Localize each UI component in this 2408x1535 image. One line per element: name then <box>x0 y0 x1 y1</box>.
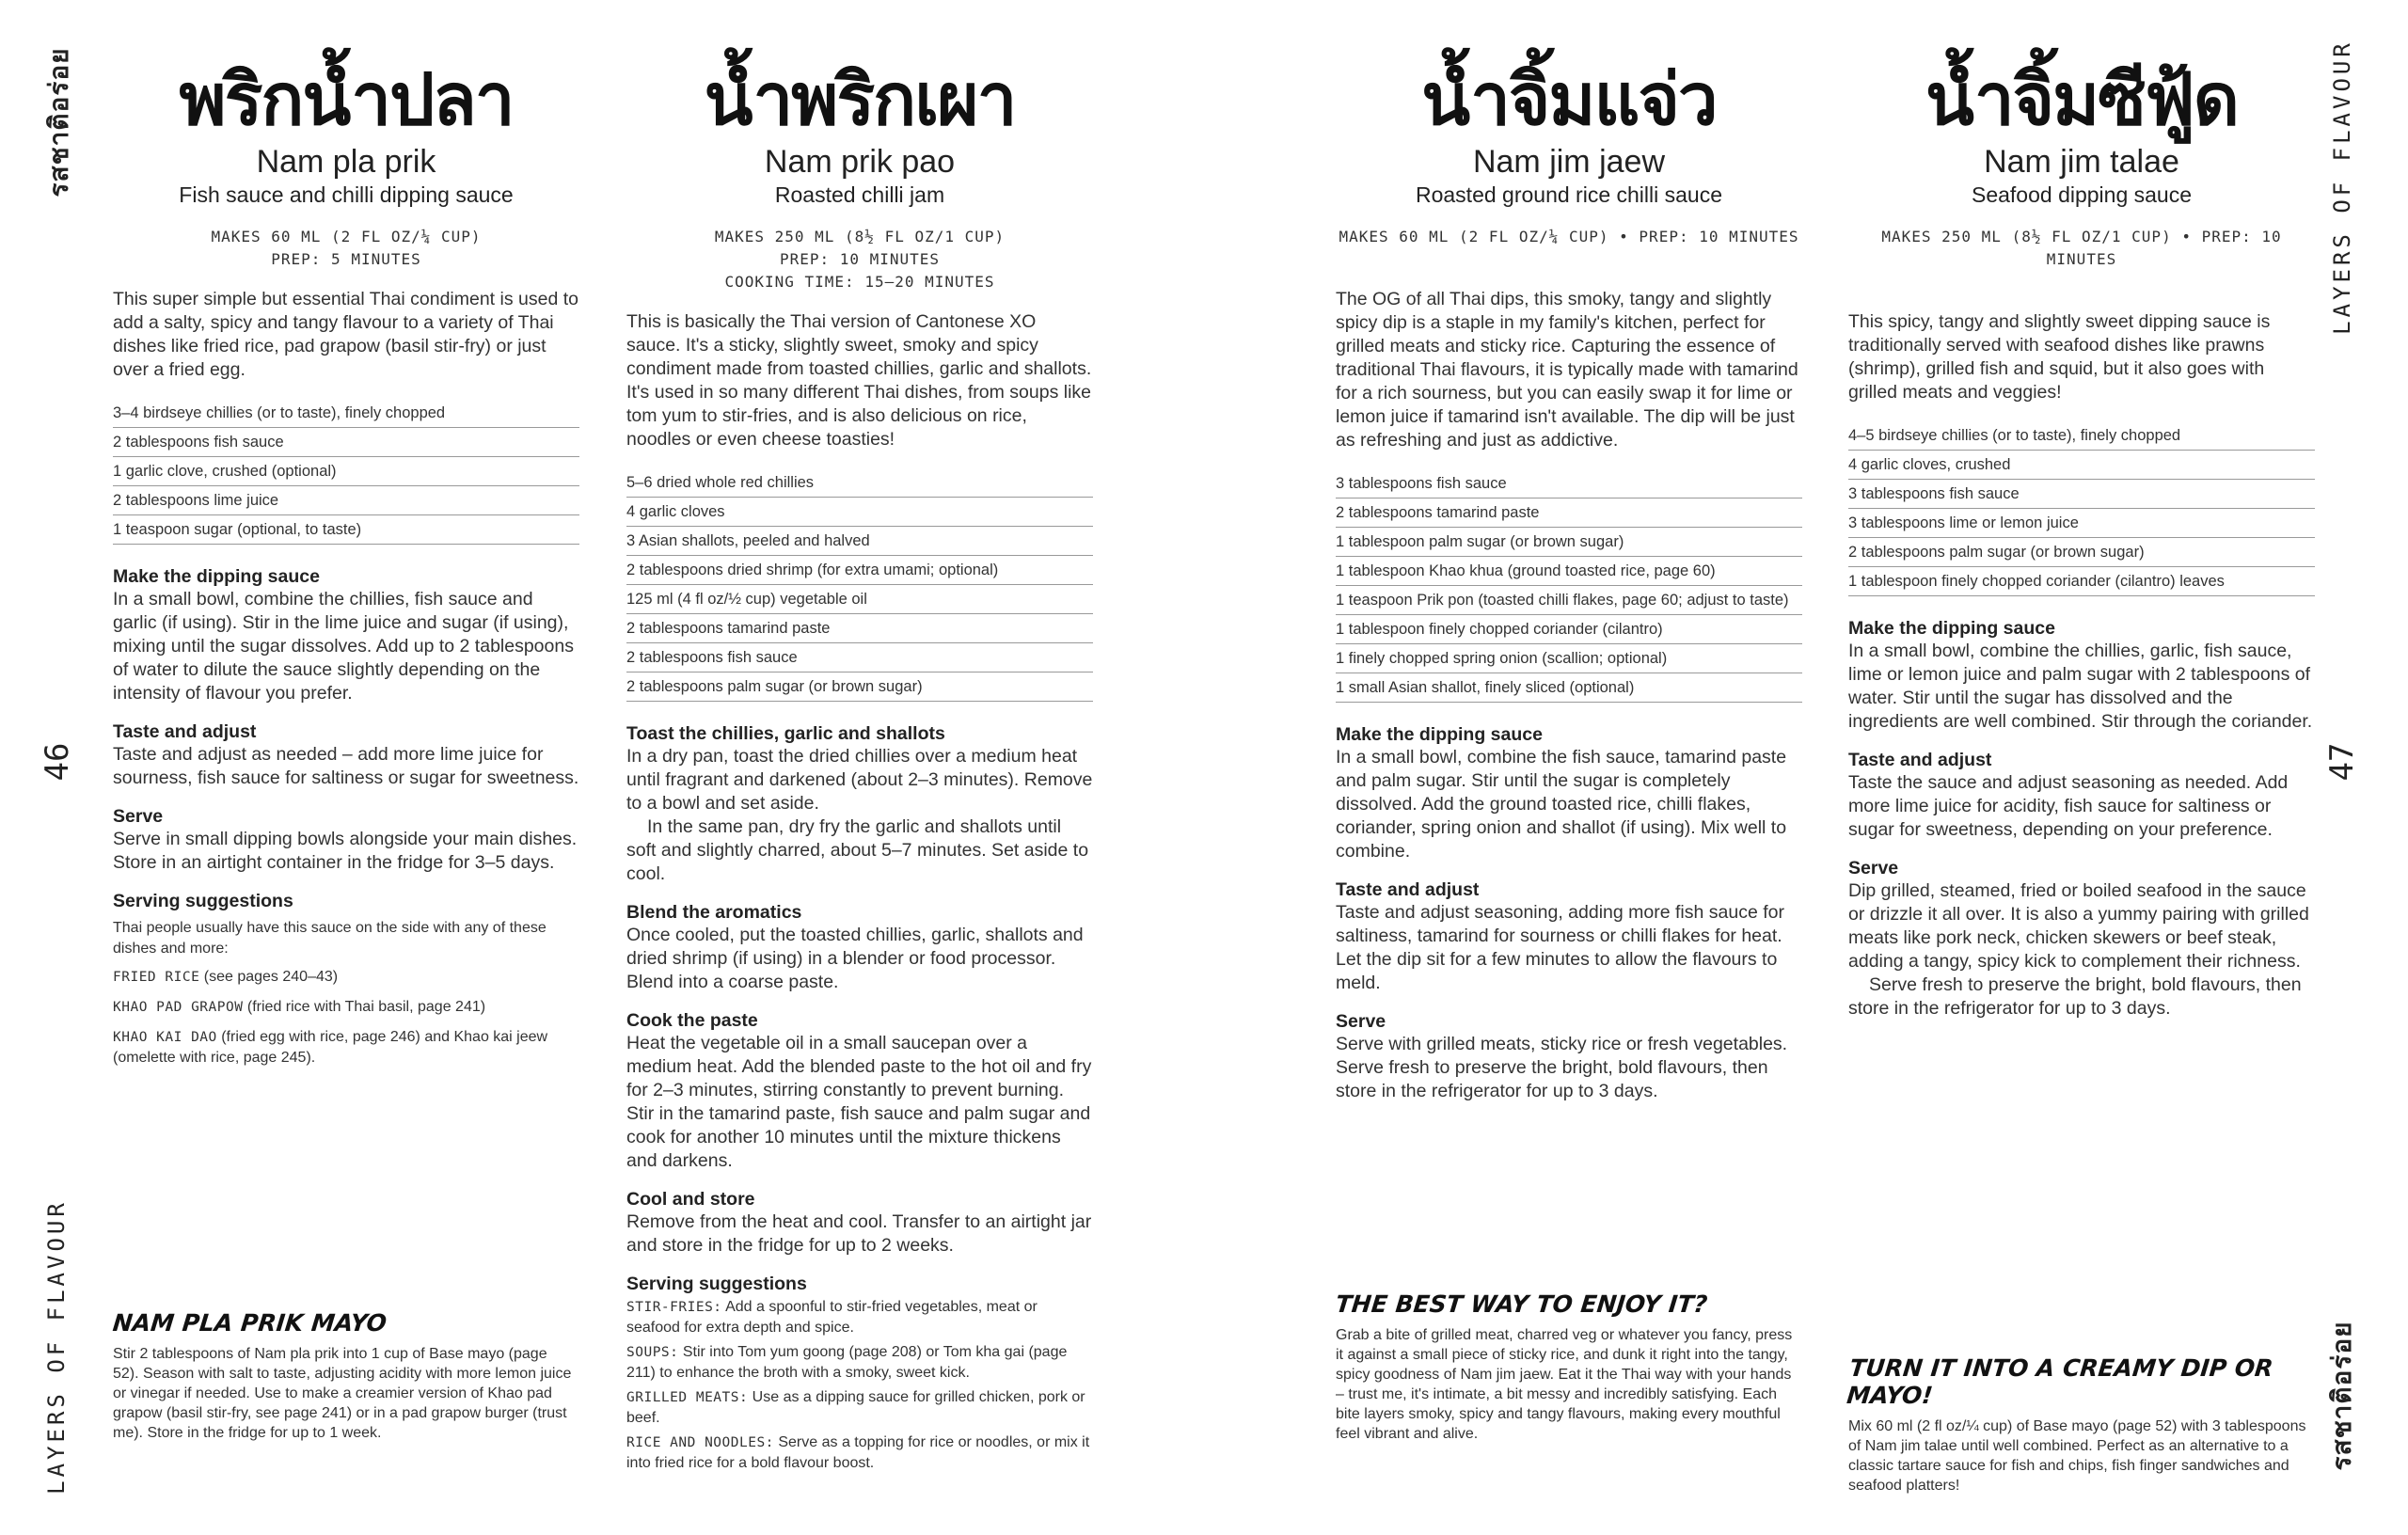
meta-line: MAKES 60 ML (2 FL OZ/¼ CUP) • PREP: 10 MINUTES <box>1339 228 1799 245</box>
suggestion-text: (fried rice with Thai basil, page 241) <box>243 999 486 1015</box>
tip-title: THE BEST WAY TO ENJOY IT? <box>1334 1290 1709 1318</box>
step-text: In a small bowl, combine the chillies, fish sauce and garlic (if using). Stir in the lime juice and sugar (if using), mixing until the sugar dissolves. Add up to 2 tablespoons of water to dilute the sauce slightly depending on the intensity of flavour you prefer. <box>113 589 574 704</box>
tip-box <box>113 1309 574 1443</box>
ingredient-item: 2 tablespoons palm sugar (or brown sugar) <box>626 673 1093 702</box>
meta-line: MAKES 250 ML (8½ FL OZ/1 CUP) • PREP: 10 MINUTES <box>1881 228 2282 268</box>
recipe-subtitle: Fish sauce and chilli dipping sauce <box>179 182 514 207</box>
ingredient-item: 1 tablespoon finely chopped coriander (cilantro) leaves <box>1848 567 2315 596</box>
recipe-title: Nam jim talae <box>1984 144 2179 180</box>
step-heading: Make the dipping sauce <box>113 566 320 587</box>
ingredient-item: 125 ml (4 fl oz/½ cup) vegetable oil <box>626 585 1093 614</box>
tip-box <box>1336 1290 1802 1444</box>
suggestion-text: (fried egg with rice, page 246) and Khao kai jeew (omelette with rice, page 245). <box>113 1029 548 1066</box>
suggestion-item <box>626 1297 1093 1338</box>
page-number: 47 <box>2323 742 2361 782</box>
suggestions-heading: Serving suggestions <box>626 1274 807 1294</box>
recipe-header <box>1848 56 2315 271</box>
recipe-title: Nam prik pao <box>764 144 956 180</box>
step-text: In the same pan, dry fry the garlic and shallots until soft and slightly charred, about 5–7 minutes. Set aside to cool. <box>626 816 1089 884</box>
ingredient-list <box>1336 469 1802 703</box>
suggestion-item <box>626 1432 1093 1474</box>
tip-box <box>1845 1354 2315 1495</box>
suggestion-text: Stir into Tom yum goong (page 208) or Tom kha gai (page 211) to enhance the broth with a smoky, sweet kick. <box>626 1344 1068 1381</box>
recipe-subtitle: Roasted ground rice chilli sauce <box>1415 182 1722 207</box>
suggestions-heading: Serving suggestions <box>113 891 293 911</box>
ingredient-item: 3 tablespoons fish sauce <box>1336 469 1802 498</box>
recipe-subtitle: Seafood dipping sauce <box>1971 182 2193 207</box>
ingredient-item: 2 tablespoons tamarind paste <box>1336 498 1802 528</box>
step-heading: Serve <box>113 806 164 827</box>
suggestion-tag: FRIED RICE <box>113 970 200 985</box>
meta-line: PREP: 10 MINUTES <box>779 250 941 268</box>
step-text: Once cooled, put the toasted chillies, garlic, shallots and dried shrimp (if using) in a blender or food processor. Blend into a coarse paste. <box>626 925 1084 992</box>
step-heading: Make the dipping sauce <box>1336 724 1543 745</box>
ingredient-list <box>626 468 1093 702</box>
recipe-meta <box>626 226 1093 293</box>
step-text: Serve with grilled meats, sticky rice or fresh vegetables. Serve fresh to preserve the bright, bold flavours, then store in the refrigerator for up to 3 days. <box>1336 1034 1788 1101</box>
suggestions-intro: Thai people usually have this sauce on the side with any of these dishes and more: <box>113 920 547 957</box>
ingredient-item: 1 tablespoon Khao khua (ground toasted rice, page 60) <box>1336 557 1802 586</box>
recipe-header <box>1336 56 1802 248</box>
suggestion-tag: KHAO PAD GRAPOW <box>113 1000 244 1015</box>
step-heading: Taste and adjust <box>113 721 257 742</box>
recipe-header <box>113 56 579 271</box>
ingredient-item: 1 tablespoon palm sugar (or brown sugar) <box>1336 528 1802 557</box>
recipe-nam-pla-prik <box>113 56 579 1068</box>
ingredient-item: 2 tablespoons fish sauce <box>626 643 1093 673</box>
recipe-title: Nam jim jaew <box>1472 144 1666 180</box>
step-text: Taste and adjust seasoning, adding more fish sauce for saltiness, tamarind for sourness or chilli flakes for heat. Let the dip sit for a few minutes to allow the flavours to meld. <box>1336 902 1784 993</box>
step-text: Serve fresh to preserve the bright, bold flavours, then store in the refrigerator for up to 3 days. <box>1848 974 2302 1019</box>
meta-line: MAKES 60 ML (2 FL OZ/¼ CUP) <box>211 228 482 245</box>
step-text: Heat the vegetable oil in a small saucepan over a medium heat. Add the blended paste to the hot oil and fry for 2–3 minutes, stirring constantly to prevent burning. Stir in the tamarind paste, fish sauce and palm sugar and cook for another 10 minutes until the mixture thickens and darkens. <box>626 1033 1092 1171</box>
tip-title: TURN IT INTO A CREAMY DIP OR MAYO! <box>1845 1354 2274 1409</box>
suggestion-text: Use as a dipping sauce for grilled chicken, pork or beef. <box>626 1389 1085 1426</box>
page-number: 46 <box>39 742 76 782</box>
step-heading: Taste and adjust <box>1848 750 1992 770</box>
step-text: In a small bowl, combine the fish sauce, tamarind paste and palm sugar. Stir until the sugar is completely dissolved. Add the ground toasted rice, chilli flakes, coriander, spring onion and shallot (if using). Mix well to combine. <box>1336 747 1787 862</box>
step-text: Serve in small dipping bowls alongside your main dishes. Store in an airtight container in the fridge for 3–5 days. <box>113 829 578 873</box>
step-heading: Cool and store <box>626 1189 755 1210</box>
ingredient-item: 4 garlic cloves, crushed <box>1848 451 2315 480</box>
recipe-nam-jim-jaew <box>1336 56 1802 1103</box>
tip-title: NAM PLA PRIK MAYO <box>111 1309 388 1337</box>
suggestion-text: Add a spoonful to stir-fried vegetables, meat or seafood for extra depth and spice. <box>626 1299 1038 1336</box>
side-layers-label: LAYERS OF FLAVOUR <box>2329 40 2355 335</box>
thai-title: น้ำจิ้มซีฟู้ด <box>1925 57 2238 141</box>
step-text: Dip grilled, steamed, fried or boiled seafood in the sauce or drizzle it all over. It is also a yummy pairing with grilled meats like pork neck, chicken skewers or beef steak, adding a tangy, spicy kick to complement their richness. <box>1848 880 2309 972</box>
recipe-intro: This is basically the Thai version of Cantonese XO sauce. It's a sticky, slightly sweet, smoky and spicy condiment made from toasted chillies, garlic and shallots. It's used in so many different Thai dishes, from soups like tom yum to stir-fries, and is also delicious on rice, noodles or even cheese toasties! <box>626 311 1092 450</box>
step-heading: Serve <box>1336 1011 1386 1032</box>
recipe-meta <box>113 226 579 271</box>
suggestion-tag: SOUPS: <box>626 1345 679 1360</box>
tip-text: Stir 2 tablespoons of Nam pla prik into 1 cup of Base mayo (page 52). Season with salt to taste, adjusting acidity with more lemon juice or vinegar if needed. Use to make a creamier version of Khao pad grapow (basil stir-fry, see page 241) or in a pad grapow burger (trust me). Store in the fridge for up to 1 week. <box>113 1346 572 1441</box>
ingredient-item: 3 Asian shallots, peeled and halved <box>626 527 1093 556</box>
step-text: Taste the sauce and adjust seasoning as needed. Add more lime juice for acidity, fish sauce for saltiness or sugar for sweetness, depending on your preference. <box>1848 772 2289 840</box>
left-page <box>0 0 1204 1516</box>
thai-title: น้ำจิ้มแจ่ว <box>1421 57 1717 141</box>
ingredient-item: 2 tablespoons lime juice <box>113 486 579 515</box>
suggestion-tag: GRILLED MEATS: <box>626 1390 749 1405</box>
recipe-title: Nam pla prik <box>256 144 436 180</box>
suggestion-tag: RICE AND NOODLES: <box>626 1435 774 1450</box>
ingredient-item: 2 tablespoons fish sauce <box>113 428 579 457</box>
suggestion-item <box>113 1027 579 1068</box>
ingredient-item: 1 teaspoon sugar (optional, to taste) <box>113 515 579 545</box>
recipe-intro: This super simple but essential Thai condiment is used to add a salty, spicy and tangy flavour to a variety of Thai dishes like fried rice, pad grapow (basil stir-fry) or just over a fried egg. <box>113 289 578 380</box>
suggestion-item <box>113 997 579 1018</box>
step-text: Remove from the heat and cool. Transfer to an airtight jar and store in the fridge for up to 2 weeks. <box>626 1211 1092 1256</box>
ingredient-item: 1 finely chopped spring onion (scallion; optional) <box>1336 644 1802 673</box>
ingredient-item: 1 teaspoon Prik pon (toasted chilli flakes, page 60; adjust to taste) <box>1336 586 1802 615</box>
tip-text: Mix 60 ml (2 fl oz/¼ cup) of Base mayo (page 52) with 3 tablespoons of Nam jim talae until well combined. Perfect as an alternative to a classic tartare sauce for fish and chips, fish finger sandwiches and seafood platters! <box>1848 1418 2306 1494</box>
ingredient-item: 4–5 birdseye chillies (or to taste), finely chopped <box>1848 421 2315 451</box>
ingredient-item: 2 tablespoons tamarind paste <box>626 614 1093 643</box>
ingredient-item: 4 garlic cloves <box>626 498 1093 527</box>
ingredient-item: 3 tablespoons lime or lemon juice <box>1848 509 2315 538</box>
meta-line: COOKING TIME: 15–20 MINUTES <box>724 273 995 291</box>
thai-title: พริกน้ำปลา <box>179 57 514 141</box>
step-heading: Toast the chillies, garlic and shallots <box>626 723 945 744</box>
suggestion-text: (see pages 240–43) <box>199 969 339 985</box>
step-text: Taste and adjust as needed – add more lime juice for sourness, fish sauce for saltiness or sugar for sweetness. <box>113 744 579 788</box>
step-text: In a dry pan, toast the dried chillies over a medium heat until fragrant and darkened (about 2–3 minutes). Remove to a bowl and set aside. <box>626 746 1093 814</box>
ingredient-item: 3–4 birdseye chillies (or to taste), finely chopped <box>113 399 579 428</box>
step-heading: Cook the paste <box>626 1010 758 1031</box>
suggestion-item <box>626 1387 1093 1429</box>
ingredient-item: 5–6 dried whole red chillies <box>626 468 1093 498</box>
right-page <box>1204 0 2408 1516</box>
ingredient-item: 2 tablespoons palm sugar (or brown sugar) <box>1848 538 2315 567</box>
suggestion-text: Serve as a topping for rice or noodles, or mix it into fried rice for a bold flavour boost. <box>626 1434 1090 1471</box>
ingredient-item: 3 tablespoons fish sauce <box>1848 480 2315 509</box>
meta-line: MAKES 250 ML (8½ FL OZ/1 CUP) <box>714 228 1006 245</box>
ingredient-list <box>1848 421 2315 596</box>
recipe-nam-jim-talae <box>1848 56 2315 1021</box>
tip-text: Grab a bite of grilled meat, charred veg or whatever you fancy, press it against a small piece of sticky rice, and dunk it right into the tangy, spicy goodness of Nam jim jaew. Eat it the Thai way with your hands – trust me, it's intimate, a bit messy and incredibly satisfying. Each bite layers smoky, spicy and tangy flavours, making every mouthful feel vibrant and alive. <box>1336 1327 1793 1442</box>
suggestion-tag: KHAO KAI DAO <box>113 1030 217 1045</box>
ingredient-item: 2 tablespoons dried shrimp (for extra umami; optional) <box>626 556 1093 585</box>
recipe-intro: This spicy, tangy and slightly sweet dipping sauce is traditionally served with seafood dishes like prawns (shrimp), grilled fish and squid, but it also goes with grilled meats and veggies! <box>1848 311 2271 403</box>
side-thai-label: รสชาติอร่อย <box>43 47 74 198</box>
step-heading: Make the dipping sauce <box>1848 618 2055 639</box>
step-heading: Serve <box>1848 858 1899 878</box>
side-layers-label: LAYERS OF FLAVOUR <box>43 1199 70 1495</box>
ingredient-item: 1 small Asian shallot, finely sliced (optional) <box>1336 673 1802 703</box>
side-thai-label: รสชาติอร่อย <box>2326 1321 2357 1471</box>
step-heading: Taste and adjust <box>1336 879 1480 900</box>
recipe-meta <box>1336 226 1802 248</box>
thai-title: น้ำพริกเผา <box>704 57 1016 141</box>
step-text: In a small bowl, combine the chillies, garlic, fish sauce, lime or lemon juice and palm sugar with 2 tablespoons of water. Stir until the sugar has dissolved and the ingredients are well combined. Stir through the coriander. <box>1848 641 2313 732</box>
suggestion-tag: STIR-FRIES: <box>626 1300 722 1315</box>
recipe-nam-prik-pao <box>626 56 1093 1474</box>
suggestion-item <box>626 1342 1093 1384</box>
recipe-subtitle: Roasted chilli jam <box>774 182 945 207</box>
suggestion-item <box>113 967 579 988</box>
ingredient-list <box>113 399 579 545</box>
recipe-meta <box>1848 226 2315 271</box>
ingredient-item: 1 tablespoon finely chopped coriander (cilantro) <box>1336 615 1802 644</box>
meta-line: PREP: 5 MINUTES <box>271 250 421 268</box>
recipe-header <box>626 56 1093 293</box>
recipe-intro: The OG of all Thai dips, this smoky, tangy and slightly spicy dip is a staple in my family's kitchen, perfect for grilled meats and sticky rice. Capturing the essence of traditional Thai flavours, it is typically made with tamarind for a rich sourness, but you can easily swap it for lime or lemon juice if tamarind isn't available. The dip will be just as refreshing and just as addictive. <box>1336 289 1798 451</box>
step-heading: Blend the aromatics <box>626 902 802 923</box>
ingredient-item: 1 garlic clove, crushed (optional) <box>113 457 579 486</box>
